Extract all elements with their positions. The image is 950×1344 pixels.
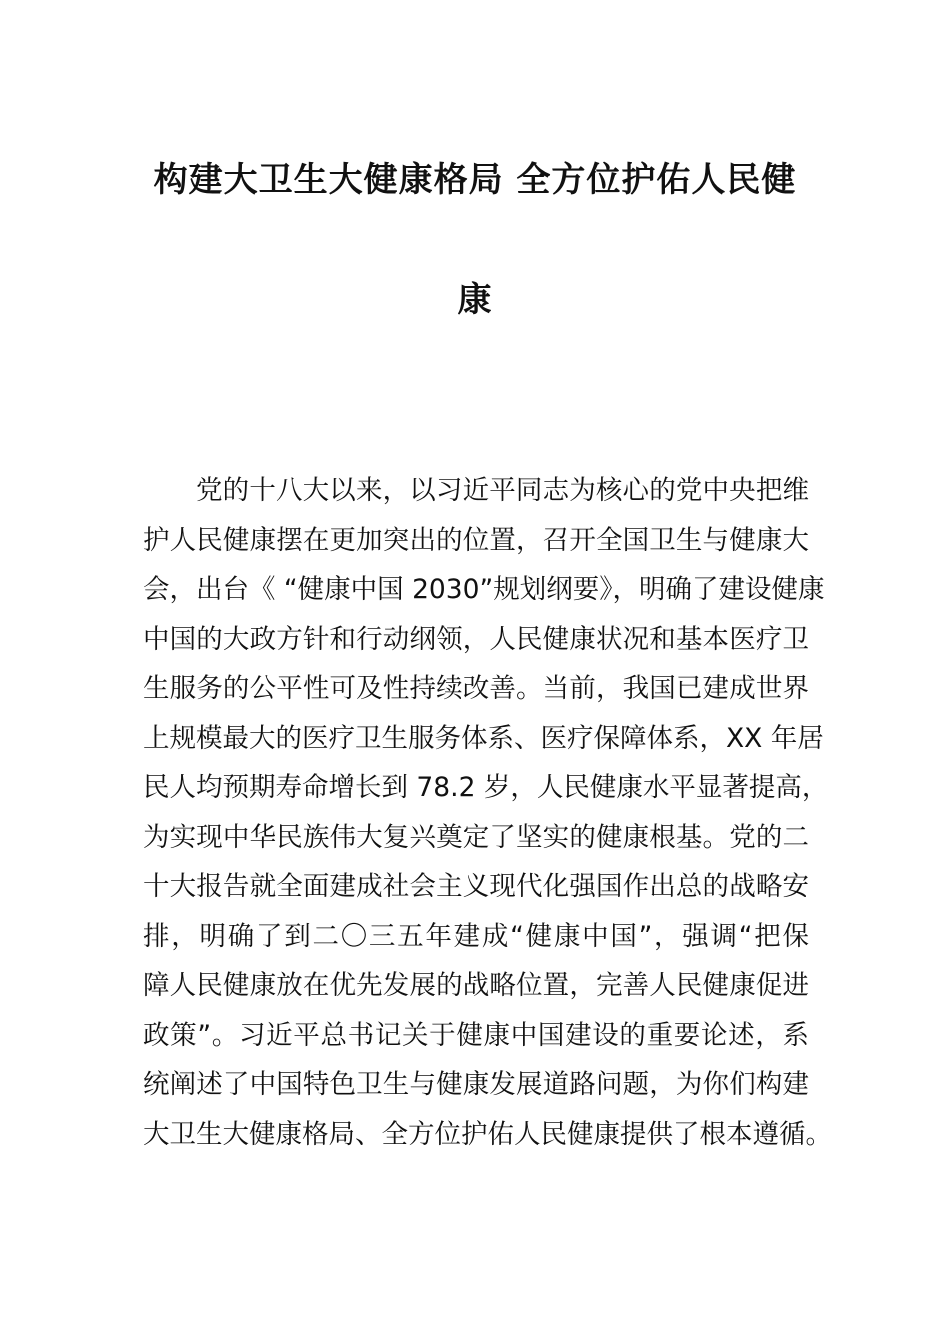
paragraph-line: 障人民健康放在优先发展的战略位置，完善人民健康促进	[143, 970, 809, 1001]
paragraph-line: 为实现中华民族伟大复兴奠定了坚实的健康根基。党的二	[143, 821, 809, 853]
paragraph-line: 护人民健康摆在更加突出的位置，召开全国卫生与健康大	[143, 524, 809, 556]
paragraph-line: 会，出台《 “健康中国 2030”规划纲要》，明确了建设健康	[143, 574, 825, 605]
paragraph-line: 政策”。习近平总书记关于健康中国建设的重要论述，系	[143, 1019, 809, 1051]
document-title	[140, 150, 810, 330]
paragraph-line: 排，明确了到二〇三五年建成“健康中国”，强调“把保	[143, 920, 809, 952]
paragraph-line: 十大报告就全面建成社会主义现代化强国作出总的战略安	[143, 871, 809, 902]
paragraph-line: 中国的大政方针和行动纲领，人民健康状况和基本医疗卫	[143, 623, 809, 655]
paragraph-line: 大卫生大健康格局、全方位护佑人民健康提供了根本遵循。	[143, 1118, 832, 1150]
paragraph-line: 生服务的公平性可及性持续改善。当前，我国已建成世界	[143, 673, 809, 704]
title-line-1: 构建大卫生大健康格局 全方位护佑人民健	[153, 160, 797, 200]
paragraph-line: 统阐述了中国特色卫生与健康发展道路问题，为你们构建	[143, 1069, 809, 1100]
paragraph-line: 上规模最大的医疗卫生服务体系、医疗保障体系，XX 年居	[143, 722, 824, 754]
title-line-2: 康	[457, 280, 493, 320]
paragraph-line: 党的十八大以来，以习近平同志为核心的党中央把维	[196, 475, 809, 506]
paragraph-line: 民人均预期寿命增长到 78.2 岁，人民健康水平显著提高，	[143, 772, 829, 803]
body-paragraph	[143, 466, 832, 1159]
